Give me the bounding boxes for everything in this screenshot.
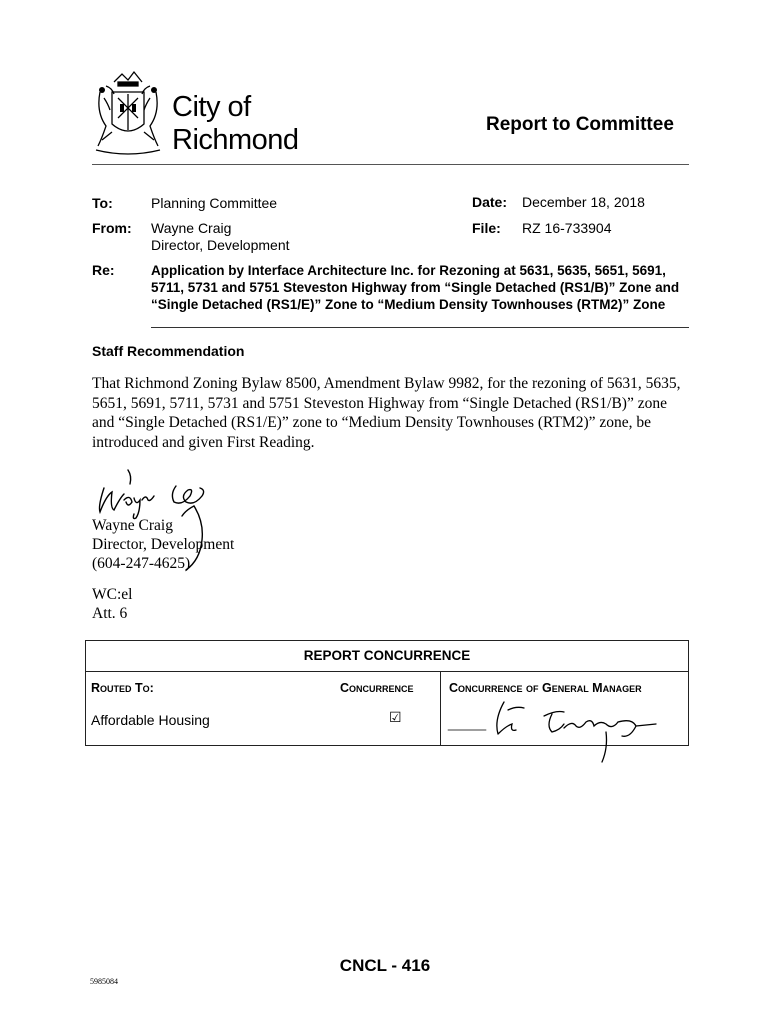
column-gm-concurrence: Concurrence of General Manager <box>449 681 642 695</box>
page-code: CNCL - 416 <box>339 956 431 975</box>
concurrence-checkbox[interactable]: ☑ <box>389 709 402 725</box>
subject-divider <box>151 327 689 328</box>
to-value: Planning Committee <box>151 195 278 211</box>
staff-recommendation-heading: Staff Recommendation <box>92 343 245 359</box>
file-label: File: <box>472 220 501 236</box>
signature-phone: (604-247-4625) <box>92 555 191 572</box>
attachments-count: Att. 6 <box>92 605 128 622</box>
org-name-line1: City of <box>172 91 251 123</box>
from-title: Director, Development <box>151 237 290 253</box>
signature-title: Director, Development <box>92 536 235 553</box>
concurrence-table-title: REPORT CONCURRENCE <box>85 640 689 672</box>
table-column-divider <box>440 672 441 746</box>
re-label: Re: <box>92 262 115 278</box>
city-crest-logo <box>92 68 164 160</box>
file-value: RZ 16-733904 <box>522 220 612 236</box>
author-initials: WC:el <box>92 586 133 603</box>
header-divider <box>92 164 689 165</box>
from-label: From: <box>92 220 132 236</box>
to-label: To: <box>92 195 113 211</box>
routed-department: Affordable Housing <box>91 712 210 728</box>
recommendation-text: That Richmond Zoning Bylaw 8500, Amendment Bylaw 9982, for the rezoning of 5631, 5635, 5651, 5691, 5711, 5731 and 5751 Steveston Highway from “Single Detached (RS1/B)” zone and “Single Detached (RS1/E)” zone to “Medium Density Townhouses (RTM2)” zone, be introduced and given First Reading. <box>92 375 681 451</box>
date-label: Date: <box>472 194 508 210</box>
org-name-line2: Richmond <box>172 124 299 156</box>
signature-name: Wayne Craig <box>92 517 173 534</box>
from-name: Wayne Craig <box>151 220 232 236</box>
column-concurrence: Concurrence <box>340 681 414 695</box>
document-title: Report to Committee <box>486 114 674 135</box>
re-subject: Application by Interface Architecture Inc. for Rezoning at 5631, 5635, 5651, 5691, 5711, 5731 and 5751 Steveston Highway from “Single Detached (RS1/B)” Zone and “Single Detached (RS1/E)” Zone to “Medium Density Townhouses (RTM2)” Zone <box>151 263 680 312</box>
document-number: 5985084 <box>90 977 118 986</box>
general-manager-signature-image <box>446 690 666 770</box>
date-value: December 18, 2018 <box>522 194 645 210</box>
column-routed-to: Routed To: <box>91 681 154 695</box>
